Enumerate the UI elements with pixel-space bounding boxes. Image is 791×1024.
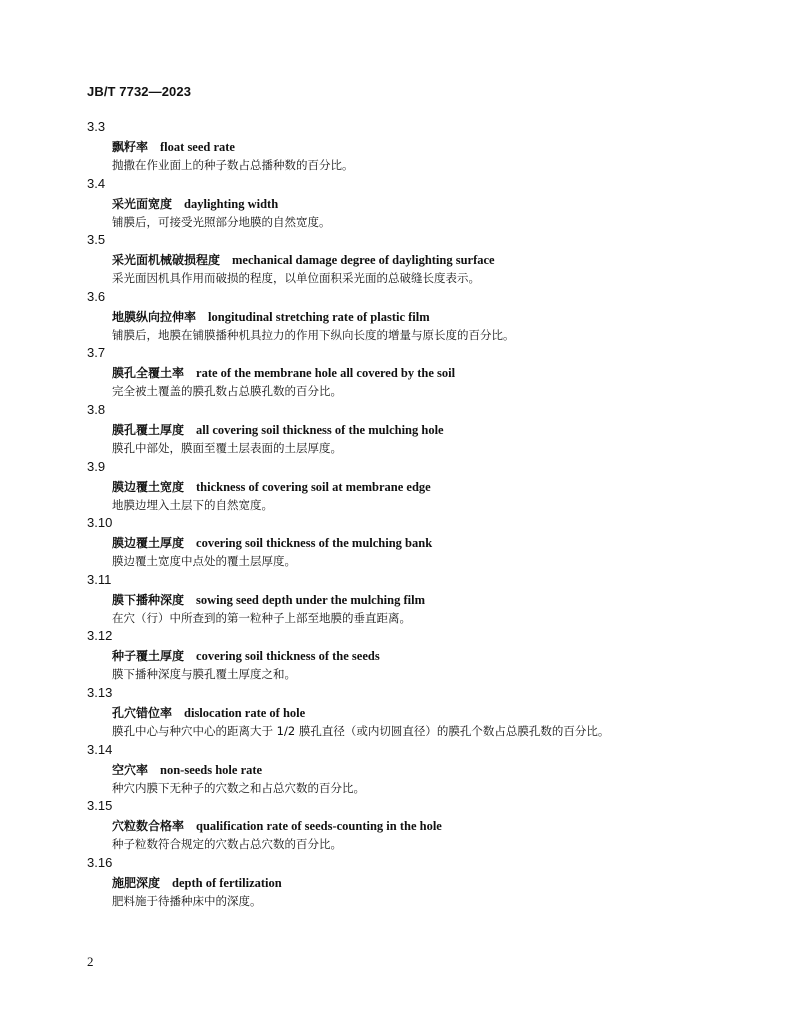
term-title: [112, 875, 282, 891]
term-number: 3.12: [87, 628, 113, 644]
term-entry: [87, 572, 747, 629]
term-entry: [87, 459, 747, 516]
term-definition: 铺膜后，地膜在铺膜播种机具拉力的作用下纵向长度的增量与原长度的百分比。: [112, 327, 515, 342]
term-title: [112, 139, 235, 155]
term-definition: 采光面因机具作用而破损的程度，以单位面积采光面的总破缝长度表示。: [112, 271, 480, 286]
term-entry: [87, 402, 747, 459]
term-zh: 膜边覆土宽度: [112, 479, 185, 494]
term-zh: 空穴率: [112, 762, 149, 777]
term-en: non-seeds hole rate: [160, 762, 263, 777]
term-en: rate of the membrane hole all covered by the soil: [196, 366, 456, 381]
term-number: 3.9: [87, 458, 106, 474]
term-definition: 膜孔中部处，膜面至覆土层表面的土层厚度。: [112, 440, 342, 455]
term-en: thickness of covering soil at membrane edge: [196, 479, 431, 494]
term-entry: [87, 289, 747, 346]
term-zh: 飘籽率: [112, 140, 149, 154]
term-definition: 种子粒数符合规定的穴数占总穴数的百分比。: [112, 837, 342, 852]
term-en: sowing seed depth under the mulching film: [196, 592, 425, 607]
terms-list: [87, 119, 747, 911]
term-definition: 在穴（行）中所查到的第一粒种子上部至地膜的垂直距离。: [112, 610, 411, 625]
term-number: 3.16: [87, 854, 113, 870]
term-entry: [87, 855, 747, 912]
standard-code: JB/T 7732—2023: [87, 84, 192, 99]
term-number: 3.8: [87, 401, 106, 417]
term-title: [112, 365, 455, 381]
term-number: 3.3: [87, 119, 106, 134]
term-definition: 膜下播种深度与膜孔覆土厚度之和。: [112, 667, 296, 682]
term-zh: 膜边覆土厚度: [112, 536, 185, 551]
term-title: [112, 479, 431, 495]
term-en: longitudinal stretching rate of plastic film: [208, 309, 430, 324]
term-number: 3.4: [87, 175, 106, 191]
term-definition: 铺膜后，可接受光照部分地膜的自然宽度。: [112, 214, 331, 229]
term-number: 3.10: [87, 515, 113, 531]
term-definition: 地膜边埋入土层下的自然宽度。: [112, 497, 273, 512]
term-number: 3.11: [87, 571, 112, 587]
term-en: daylighting width: [184, 196, 279, 211]
term-zh: 穴粒数合格率: [112, 819, 185, 834]
term-entry: [87, 515, 747, 572]
term-zh: 膜孔全覆土率: [112, 366, 185, 381]
term-zh: 种子覆土厚度: [112, 649, 185, 664]
term-en: covering soil thickness of the mulching bank: [196, 536, 433, 551]
term-zh: 孔穴错位率: [112, 705, 173, 720]
term-definition: 抛撒在作业面上的种子数占总播种数的百分比。: [112, 158, 354, 172]
term-number: 3.5: [87, 232, 106, 248]
term-title: [112, 818, 442, 834]
term-title: [112, 309, 430, 325]
term-title: [112, 705, 305, 721]
term-entry: [87, 685, 747, 742]
term-zh: 采光面宽度: [112, 196, 173, 211]
term-zh: 膜孔覆土厚度: [112, 422, 185, 437]
term-title: [112, 422, 444, 438]
term-definition: 种穴内膜下无种子的穴数之和占总穴数的百分比。: [112, 780, 365, 795]
term-entry: [87, 119, 747, 176]
term-zh: 地膜纵向拉伸率: [112, 309, 197, 324]
term-definition: 膜边覆土宽度中点处的覆土层厚度。: [112, 554, 296, 569]
term-number: 3.15: [87, 798, 113, 814]
term-number: 3.7: [87, 345, 106, 361]
term-definition: 肥料施于待播种床中的深度。: [112, 893, 262, 908]
term-title: [112, 535, 432, 551]
term-en: covering soil thickness of the seeds: [196, 649, 380, 664]
term-en: dislocation rate of hole: [184, 705, 306, 720]
term-en: qualification rate of seeds-counting in the hole: [196, 819, 442, 834]
term-title: [112, 648, 380, 664]
term-title: [112, 196, 278, 212]
term-definition: 完全被土覆盖的膜孔数占总膜孔数的百分比。: [112, 384, 342, 399]
term-number: 3.14: [87, 741, 113, 757]
term-title: [112, 592, 425, 608]
term-entry: [87, 798, 747, 855]
term-number: 3.6: [87, 288, 106, 304]
term-number: 3.13: [87, 684, 113, 700]
term-en: depth of fertilization: [172, 875, 282, 890]
term-entry: [87, 232, 747, 289]
term-zh: 采光面机械破损程度: [112, 253, 221, 268]
page-number: 2: [87, 954, 94, 969]
term-entry: [87, 742, 747, 799]
term-zh: 膜下播种深度: [112, 592, 185, 607]
term-title: [112, 252, 495, 268]
term-en: mechanical damage degree of daylighting surface: [232, 253, 495, 268]
term-title: [112, 762, 262, 778]
term-en: all covering soil thickness of the mulching hole: [196, 422, 444, 437]
term-en: float seed rate: [160, 140, 235, 154]
term-entry: [87, 345, 747, 402]
term-entry: [87, 176, 747, 233]
term-zh: 施肥深度: [112, 875, 161, 890]
term-entry: [87, 628, 747, 685]
term-definition: 膜孔中心与种穴中心的距离大于 1/2 膜孔直径（或内切圆直径）的膜孔个数占总膜孔数的百分比。: [112, 723, 610, 738]
